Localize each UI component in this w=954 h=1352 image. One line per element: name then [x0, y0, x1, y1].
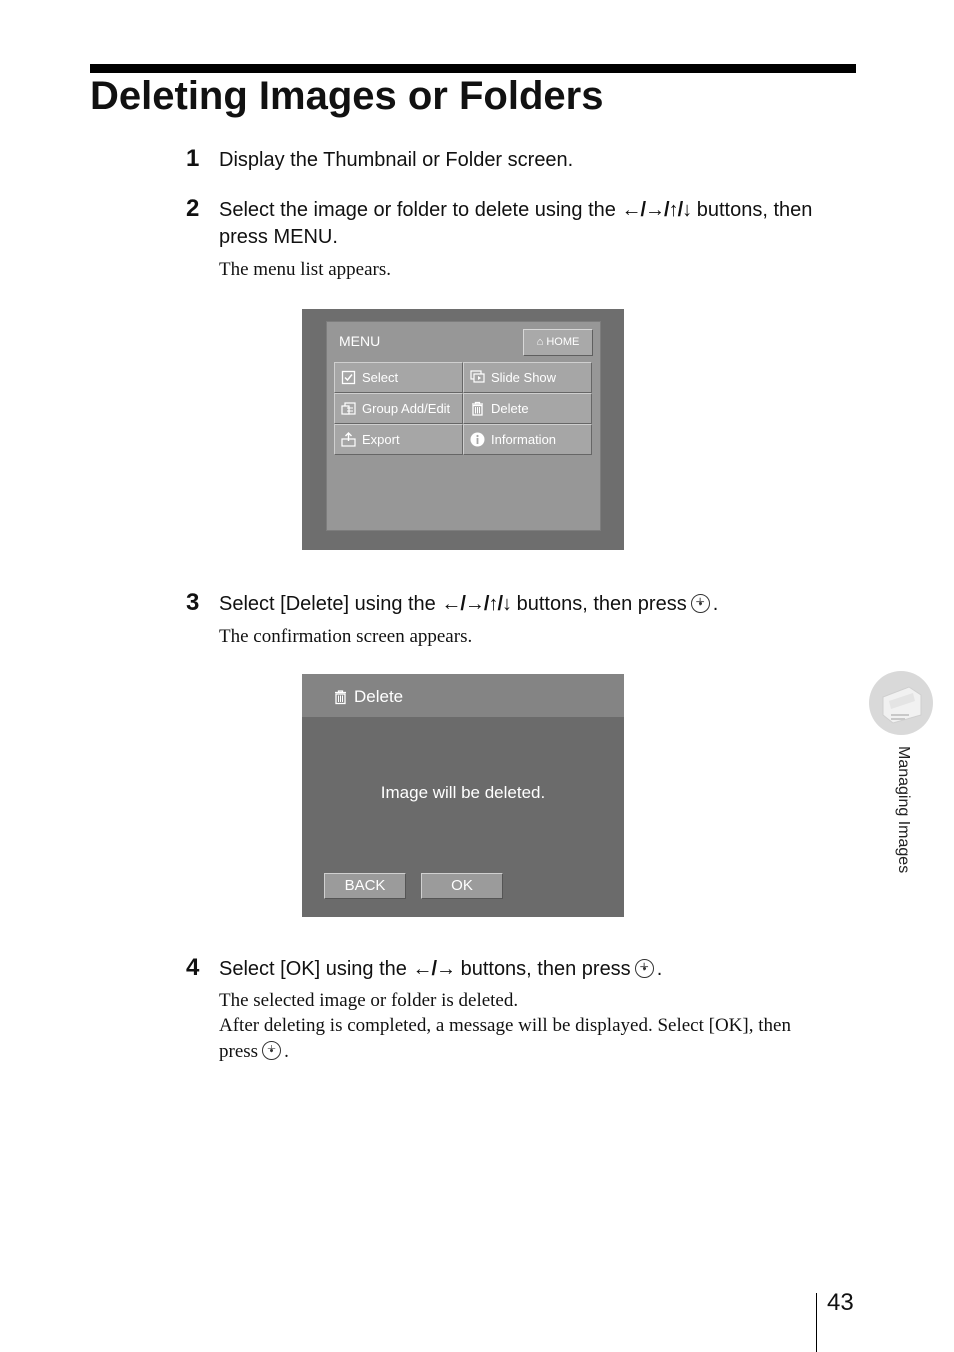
- step-3-text-c: .: [712, 593, 719, 615]
- menu-item-label: Slide Show: [491, 370, 557, 385]
- arrow-buttons-icon: ←/→: [412, 958, 456, 980]
- menu-panel: [326, 321, 601, 531]
- step-4-note-1: The selected image or folder is deleted.: [219, 990, 519, 1011]
- menu-item-group-add-edit[interactable]: [334, 393, 463, 424]
- step-1-text: Display the Thumbnail or Folder screen.: [219, 149, 574, 171]
- arrow-buttons-icon: ←/→/↑/↓: [441, 593, 512, 615]
- menu-label: MENU: [339, 333, 381, 349]
- page-number-rule: [816, 1293, 817, 1352]
- home-label: HOME: [546, 336, 580, 348]
- step-3-note: The confirmation screen appears.: [219, 626, 473, 647]
- menu-item-information[interactable]: [463, 424, 592, 455]
- step-4-note-2: After deleting is completed, a message will be displayed. Select [OK], then: [219, 1015, 791, 1036]
- menu-item-slide-show[interactable]: [463, 362, 592, 393]
- step-4-text-b: buttons, then press: [460, 958, 631, 980]
- step-4-note-3-end: .: [284, 1041, 289, 1062]
- back-button[interactable]: BACK: [324, 873, 406, 899]
- section-tab-icon: [869, 671, 933, 735]
- ok-button[interactable]: OK: [421, 873, 503, 899]
- step-1-number: 1: [186, 145, 200, 172]
- confirm-screen: [302, 674, 624, 917]
- section-label: Managing Images: [895, 746, 912, 874]
- menu-item-export[interactable]: [334, 424, 463, 455]
- menu-grid: [334, 362, 592, 456]
- menu-item-select[interactable]: [334, 362, 463, 393]
- step-2-note: The menu list appears.: [219, 259, 392, 280]
- group-icon: [341, 401, 356, 416]
- menu-item-label: Select: [362, 370, 399, 385]
- step-3-number: 3: [186, 589, 200, 616]
- checkbox-icon: [341, 370, 356, 385]
- confirm-message: Image will be deleted.: [380, 783, 546, 802]
- center-button-icon: [635, 959, 654, 978]
- page-number: 43: [827, 1289, 854, 1316]
- step-4-note-3-text: press: [219, 1041, 259, 1062]
- info-icon: [470, 432, 485, 447]
- step-2-number: 2: [186, 195, 200, 222]
- home-button[interactable]: [523, 329, 593, 356]
- menu-item-label: Export: [362, 432, 400, 447]
- center-button-icon: [691, 594, 710, 613]
- trash-icon: [470, 401, 485, 416]
- export-icon: [341, 432, 356, 447]
- menu-item-label: Information: [491, 432, 557, 447]
- confirm-title: Delete: [354, 687, 404, 706]
- menu-item-delete[interactable]: [463, 393, 592, 424]
- page-title: Deleting Images or Folders: [90, 74, 604, 118]
- step-2-text-b: buttons, then press MENU.: [219, 199, 813, 248]
- menu-item-label: Group Add/Edit: [362, 401, 451, 416]
- trash-icon: [333, 689, 348, 705]
- step-4-text-c: .: [656, 958, 663, 980]
- step-3-text: [219, 591, 849, 618]
- step-2-text-a: Select the image or folder to delete using the: [219, 199, 616, 221]
- step-2-text: [219, 197, 849, 251]
- step-4-note-3: [219, 1039, 859, 1064]
- slideshow-icon: [470, 370, 485, 385]
- center-button-icon: [262, 1041, 281, 1060]
- step-3-text-a: Select [Delete] using the: [219, 593, 436, 615]
- step-4-number: 4: [186, 954, 200, 981]
- home-icon: ⌂: [536, 336, 544, 348]
- confirm-header: [302, 674, 624, 717]
- step-4-text-a: Select [OK] using the: [219, 958, 407, 980]
- menu-item-label: Delete: [491, 401, 529, 416]
- step-4-text: [219, 956, 849, 983]
- step-3-text-b: buttons, then press: [516, 593, 687, 615]
- arrow-buttons-icon: ←/→/↑/↓: [621, 199, 692, 221]
- menu-screen: [302, 309, 624, 550]
- printer-icon: [869, 671, 933, 735]
